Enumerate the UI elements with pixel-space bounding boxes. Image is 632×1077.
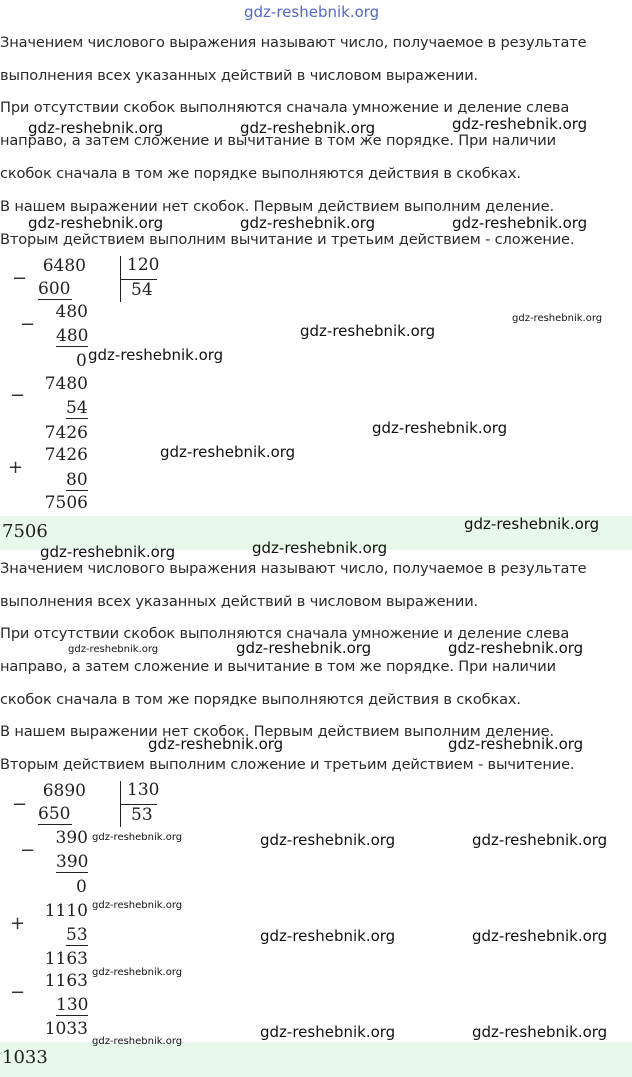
divisor: 120	[127, 255, 160, 275]
subtrahend: 54	[66, 398, 88, 418]
partial-dividend: 480	[55, 302, 88, 322]
paragraph: скобок сначала в том же порядке выполняются действия в скобках.	[0, 691, 521, 708]
watermark: gdz-reshebnik.org	[252, 539, 388, 557]
watermark: gdz-reshebnik.org	[240, 119, 376, 137]
watermark: gdz-reshebnik.org	[472, 831, 608, 849]
watermark: gdz-reshebnik.org	[88, 346, 224, 364]
plus-sign: +	[10, 913, 26, 934]
watermark: gdz-reshebnik.org	[452, 214, 588, 232]
watermark: gdz-reshebnik.org	[300, 322, 436, 340]
remainder: 0	[76, 877, 87, 897]
minus-sign: −	[12, 794, 28, 815]
watermark: gdz-reshebnik.org	[28, 214, 164, 232]
partial-subtrahend: 390	[56, 852, 89, 872]
difference: 1033	[44, 1019, 88, 1039]
watermark: gdz-reshebnik.org	[472, 927, 608, 945]
difference: 7426	[44, 423, 88, 443]
paragraph: В нашем выражении нет скобок. Первым действием выполним деление.	[0, 198, 554, 215]
watermark: gdz-reshebnik.org	[236, 639, 372, 657]
watermark: gdz-reshebnik.org	[452, 115, 588, 133]
minus-sign: −	[12, 268, 28, 289]
watermark: gdz-reshebnik.org	[260, 831, 396, 849]
paragraph: Вторым действием выполним сложение и третьим действием - вычитение.	[0, 756, 575, 773]
watermark: gdz-reshebnik.org	[472, 1023, 608, 1041]
sum: 1163	[44, 949, 88, 969]
minus-sign: −	[20, 314, 36, 335]
paragraph: направо, а затем сложение и вычитание в том же порядке. При наличии	[0, 658, 556, 675]
subtrahend: 600	[38, 279, 71, 299]
minus-sign: −	[10, 982, 26, 1003]
sum: 7506	[44, 493, 88, 513]
watermark: gdz-reshebnik.org	[244, 3, 380, 21]
subtrahend: 130	[56, 995, 89, 1015]
quotient: 53	[131, 805, 153, 825]
minus-sign: −	[20, 840, 36, 861]
addend: 53	[66, 925, 88, 945]
watermark: gdz-reshebnik.org	[148, 735, 284, 753]
subtrahend: 650	[38, 804, 71, 824]
remainder: 0	[76, 351, 87, 371]
watermark: gdz-reshebnik.org	[68, 644, 159, 655]
paragraph: направо, а затем сложение и вычитание в том же порядке. При наличии	[0, 132, 556, 149]
watermark: gdz-reshebnik.org	[464, 515, 600, 533]
watermark: gdz-reshebnik.org	[28, 119, 164, 137]
paragraph: В нашем выражении нет скобок. Первым действием выполним деление.	[0, 723, 554, 740]
partial-subtrahend: 480	[56, 326, 89, 346]
addend: 80	[66, 470, 88, 490]
paragraph: скобок сначала в том же порядке выполняются действия в скобках.	[0, 165, 521, 182]
partial-dividend: 390	[55, 828, 88, 848]
paragraph: Вторым действием выполним вычитание и третьим действием - сложение.	[0, 231, 575, 248]
paragraph: При отсутствии скобок выполняются сначала умножение и деление слева	[0, 625, 570, 642]
watermark: gdz-reshebnik.org	[92, 900, 183, 911]
paragraph: Значением числового выражения называют число, получаемое в результате	[0, 560, 587, 577]
minus-sign: −	[10, 385, 26, 406]
minuend: 1163	[44, 971, 88, 991]
watermark: gdz-reshebnik.org	[260, 927, 396, 945]
paragraph: выполнения всех указанных действий в числовом выражении.	[0, 67, 479, 84]
watermark: gdz-reshebnik.org	[448, 735, 584, 753]
paragraph: Значением числового выражения называют число, получаемое в результате	[0, 34, 587, 51]
quotient: 54	[131, 280, 153, 300]
watermark: gdz-reshebnik.org	[92, 1036, 183, 1047]
answer-value: 7506	[2, 521, 48, 542]
minuend: 7480	[44, 374, 88, 394]
watermark: gdz-reshebnik.org	[92, 967, 183, 978]
watermark: gdz-reshebnik.org	[372, 419, 508, 437]
watermark: gdz-reshebnik.org	[512, 313, 603, 324]
watermark: gdz-reshebnik.org	[40, 543, 176, 561]
watermark: gdz-reshebnik.org	[448, 639, 584, 657]
watermark: gdz-reshebnik.org	[260, 1023, 396, 1041]
watermark: gdz-reshebnik.org	[92, 832, 183, 843]
answer-bar	[0, 1042, 632, 1077]
answer-value: 1033	[2, 1047, 48, 1068]
paragraph: При отсутствии скобок выполняются сначала умножение и деление слева	[0, 99, 570, 116]
addend: 7426	[44, 445, 88, 465]
addend: 1110	[44, 901, 88, 921]
watermark: gdz-reshebnik.org	[240, 214, 376, 232]
plus-sign: +	[8, 457, 24, 478]
dividend: 6480	[42, 256, 86, 276]
divisor: 130	[127, 780, 160, 800]
watermark: gdz-reshebnik.org	[160, 443, 296, 461]
dividend: 6890	[42, 781, 86, 801]
paragraph: выполнения всех указанных действий в числовом выражении.	[0, 593, 479, 610]
